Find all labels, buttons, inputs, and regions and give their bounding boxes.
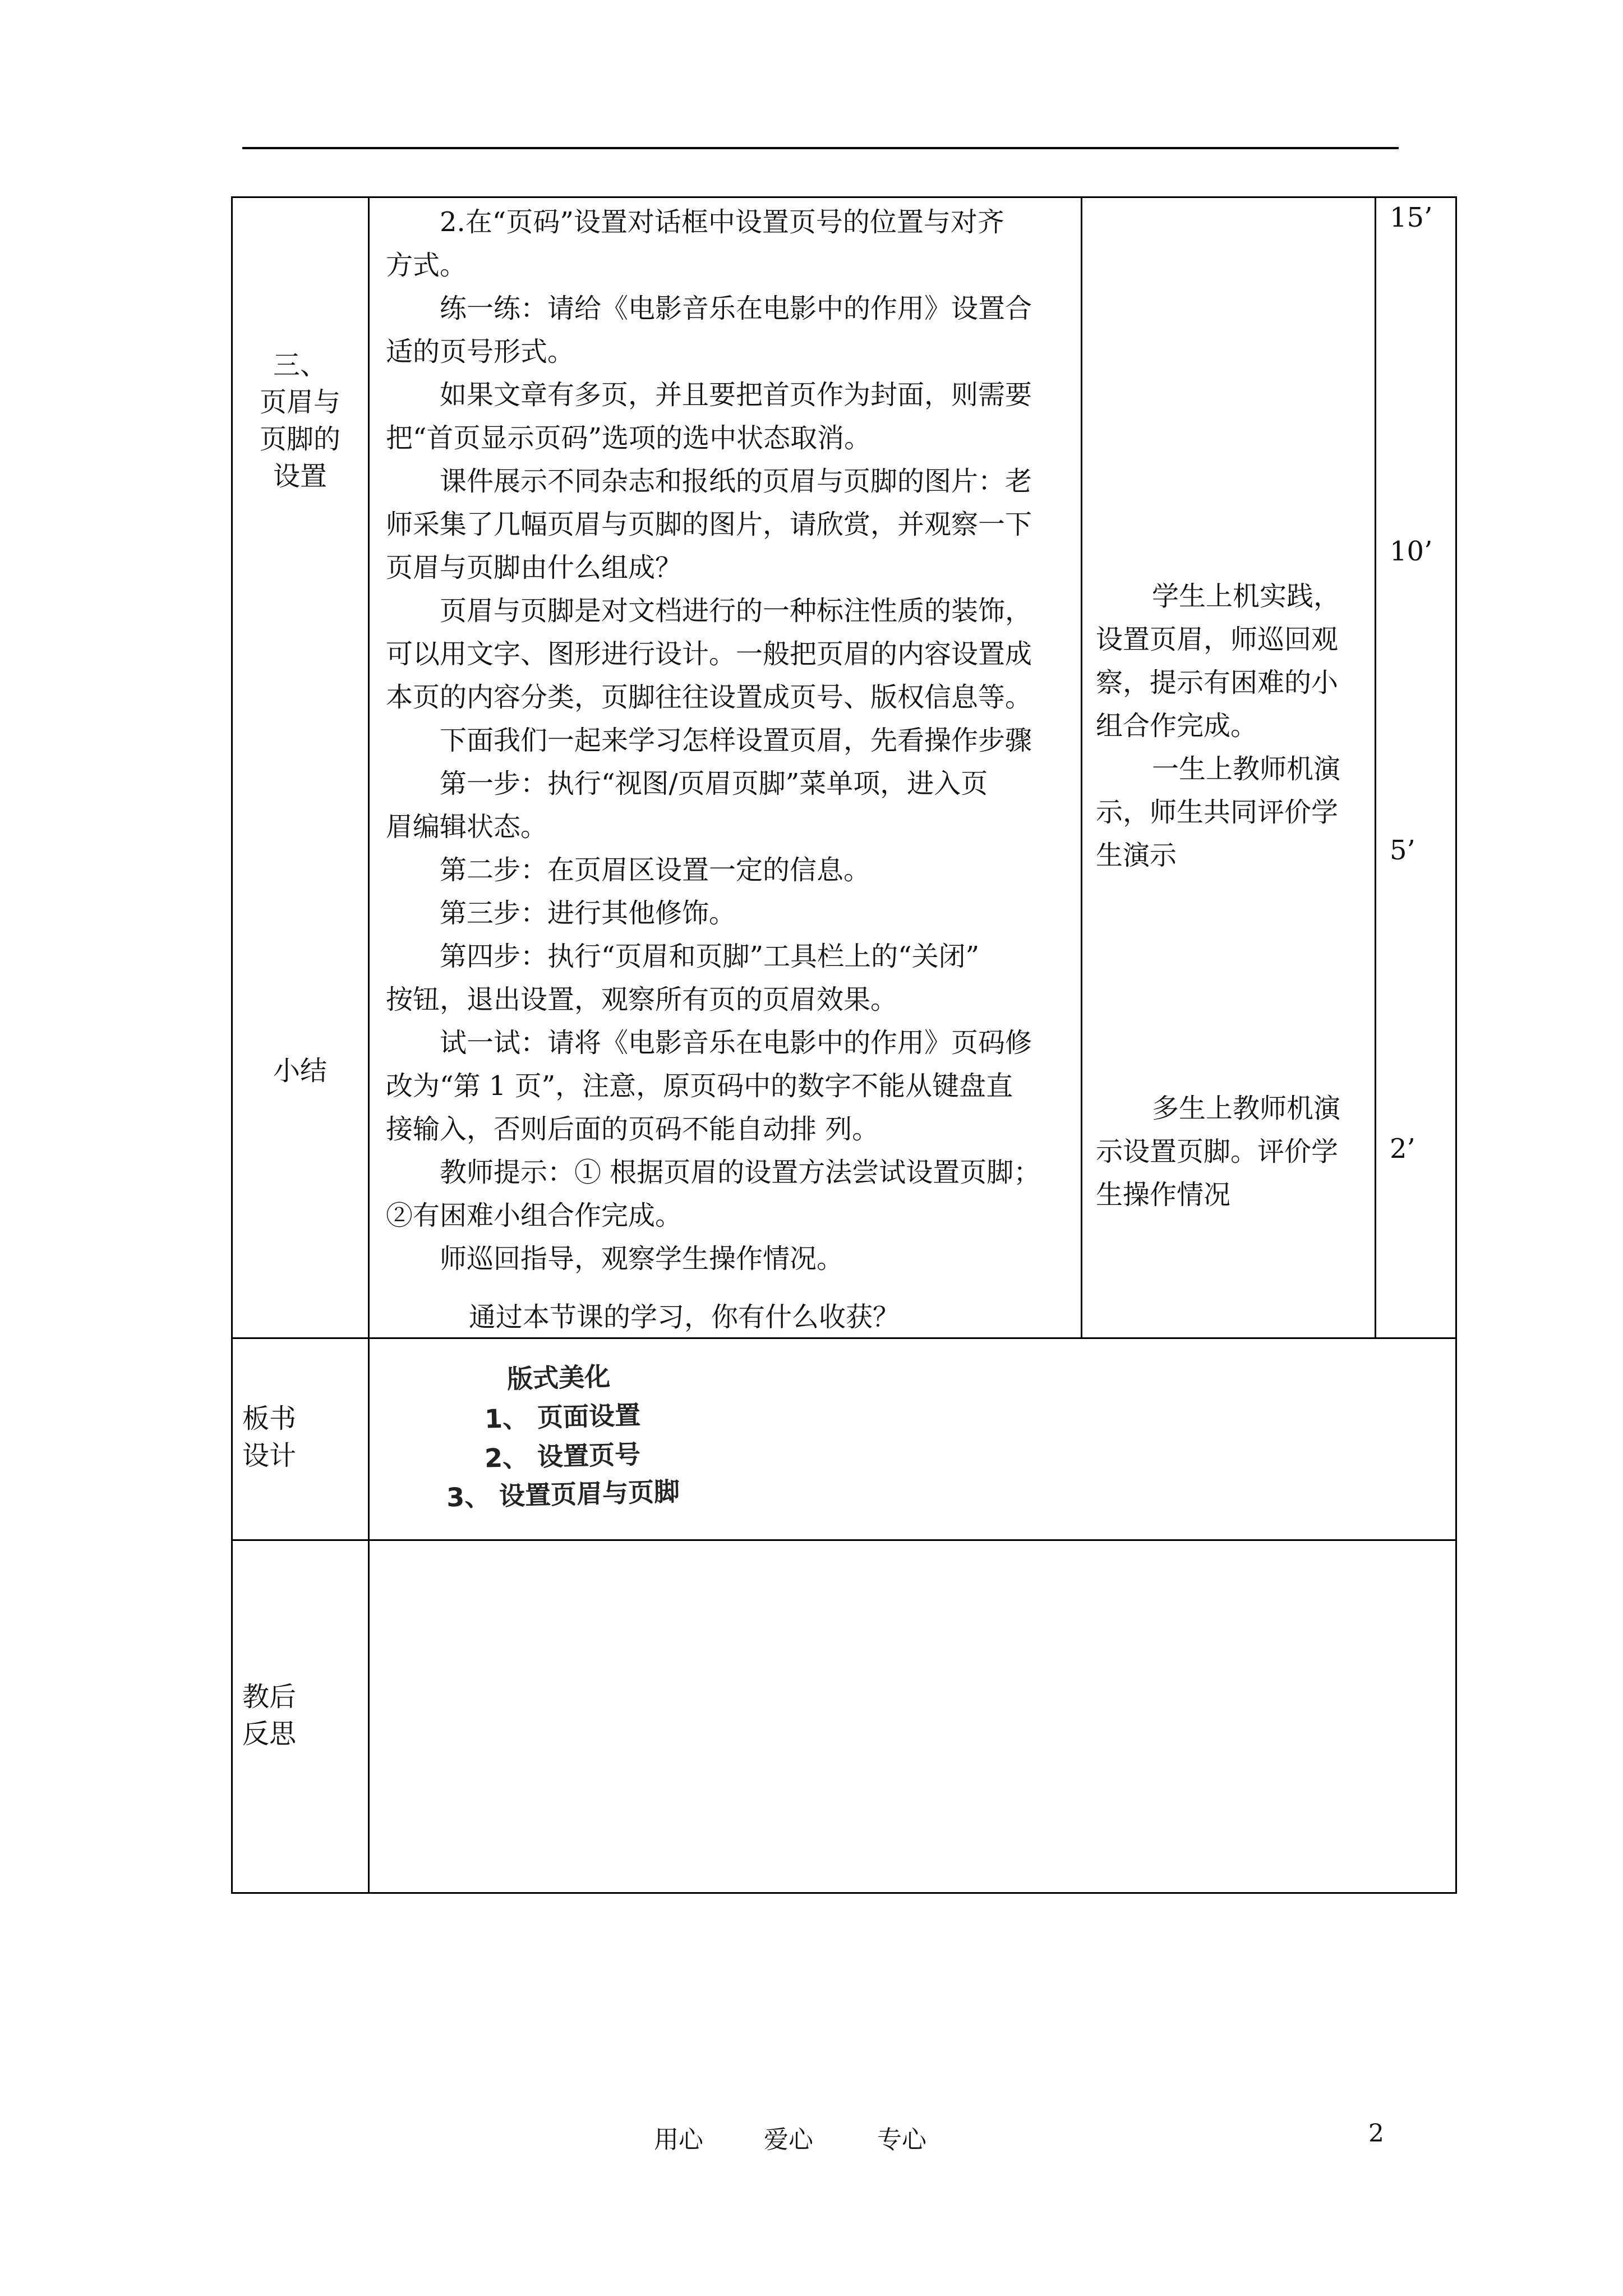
text-line: 生演示 [1096,840,1177,871]
text-line: 改为“第 1 页”，注意，原页码中的数字不能从键盘直 [386,1070,1013,1102]
text-line: 把“首页显示页码”选项的选中状态取消。 [386,422,872,454]
board-title: 版式美化 [506,1361,611,1395]
reflection-label: 教后 反思 [242,1681,297,1750]
text-line: ②有困难小组合作完成。 [386,1200,683,1231]
board-design-label: 板书 设计 [242,1403,297,1471]
page-number: 2 [1368,2119,1384,2148]
table-col-divider-3 [1375,196,1376,1337]
text-line: 设置页眉，师巡回观 [1096,624,1339,655]
text-line: 2.在“页码”设置对话框中设置页号的位置与对齐 [440,206,1004,238]
text-line: 察，提示有困难的小 [1096,667,1339,698]
text-line: 本页的内容分类，页脚往往设置成页号、版权信息等。 [386,682,1032,713]
time-value: 15’ [1390,202,1433,233]
text-line: 第二步：在页眉区设置一定的信息。 [440,854,871,886]
header-rule [242,147,1399,149]
text-line: 下面我们一起来学习怎样设置页眉，先看操作步骤 [440,725,1032,756]
text-line: 练一练：请给《电影音乐在电影中的作用》设置合 [440,293,1032,324]
board-item: 2、 设置页号 [484,1439,641,1474]
summary-label: 小结 [273,1055,327,1087]
text-line: 如果文章有多页，并且要把首页作为封面，则需要 [440,379,1032,411]
text-line: 师巡回指导，观察学生操作情况。 [440,1243,844,1274]
summary-question: 通过本节课的学习，你有什么收获？ [469,1301,900,1333]
table-row-divider-2 [231,1539,1457,1541]
footer-item: 专心 [877,2125,926,2154]
time-value: 10’ [1390,536,1433,567]
footer-item: 用心 [654,2125,703,2154]
table-col-divider-1 [368,196,370,1894]
board-item: 3、 设置页眉与页脚 [446,1476,680,1513]
table-col-divider-2 [1081,196,1082,1337]
text-line: 第三步：进行其他修饰。 [440,898,736,929]
text-line: 眉编辑状态。 [386,811,548,843]
text-line: 可以用文字、图形进行设计。一般把页眉的内容设置成 [386,638,1032,670]
text-line: 第四步：执行“页眉和页脚”工具栏上的“关闭” [440,941,980,972]
text-line: 方式。 [386,250,467,281]
text-line: 教师提示：① 根据页眉的设置方法尝试设置页脚； [440,1157,1041,1188]
text-line: 组合作完成。 [1096,710,1258,742]
text-line: 示，师生共同评价学 [1096,797,1339,828]
text-line: 按钮，退出设置，观察所有页的页眉效果。 [386,984,898,1015]
text-line: 示设置页脚。评价学 [1096,1136,1339,1167]
text-line: 试一试：请将《电影音乐在电影中的作用》页码修 [440,1027,1032,1059]
board-item: 1、 页面设置 [484,1400,641,1434]
text-line: 生操作情况 [1096,1179,1231,1211]
text-line: 一生上教师机演 [1152,753,1341,785]
section-3-label: 三、 页眉与 页脚的 设置 [259,349,340,492]
footer-item: 爱心 [764,2125,813,2154]
text-line: 师采集了几幅页眉与页脚的图片，请欣赏，并观察一下 [386,509,1032,540]
text-line: 学生上机实践， [1152,581,1341,612]
text-line: 多生上教师机演 [1152,1093,1341,1124]
time-value: 2’ [1390,1133,1415,1165]
time-value: 5’ [1390,835,1415,866]
text-line: 适的页号形式。 [386,336,575,367]
text-line: 课件展示不同杂志和报纸的页眉与页脚的图片：老 [440,466,1032,497]
text-line: 页眉与页脚是对文档进行的一种标注性质的装饰， [440,595,1032,627]
text-line: 页眉与页脚由什么组成？ [386,552,683,583]
text-line: 接输入，否则后面的页码不能自动排 列。 [386,1114,879,1145]
text-line: 第一步：执行“视图/页眉页脚”菜单项，进入页 [440,768,988,799]
